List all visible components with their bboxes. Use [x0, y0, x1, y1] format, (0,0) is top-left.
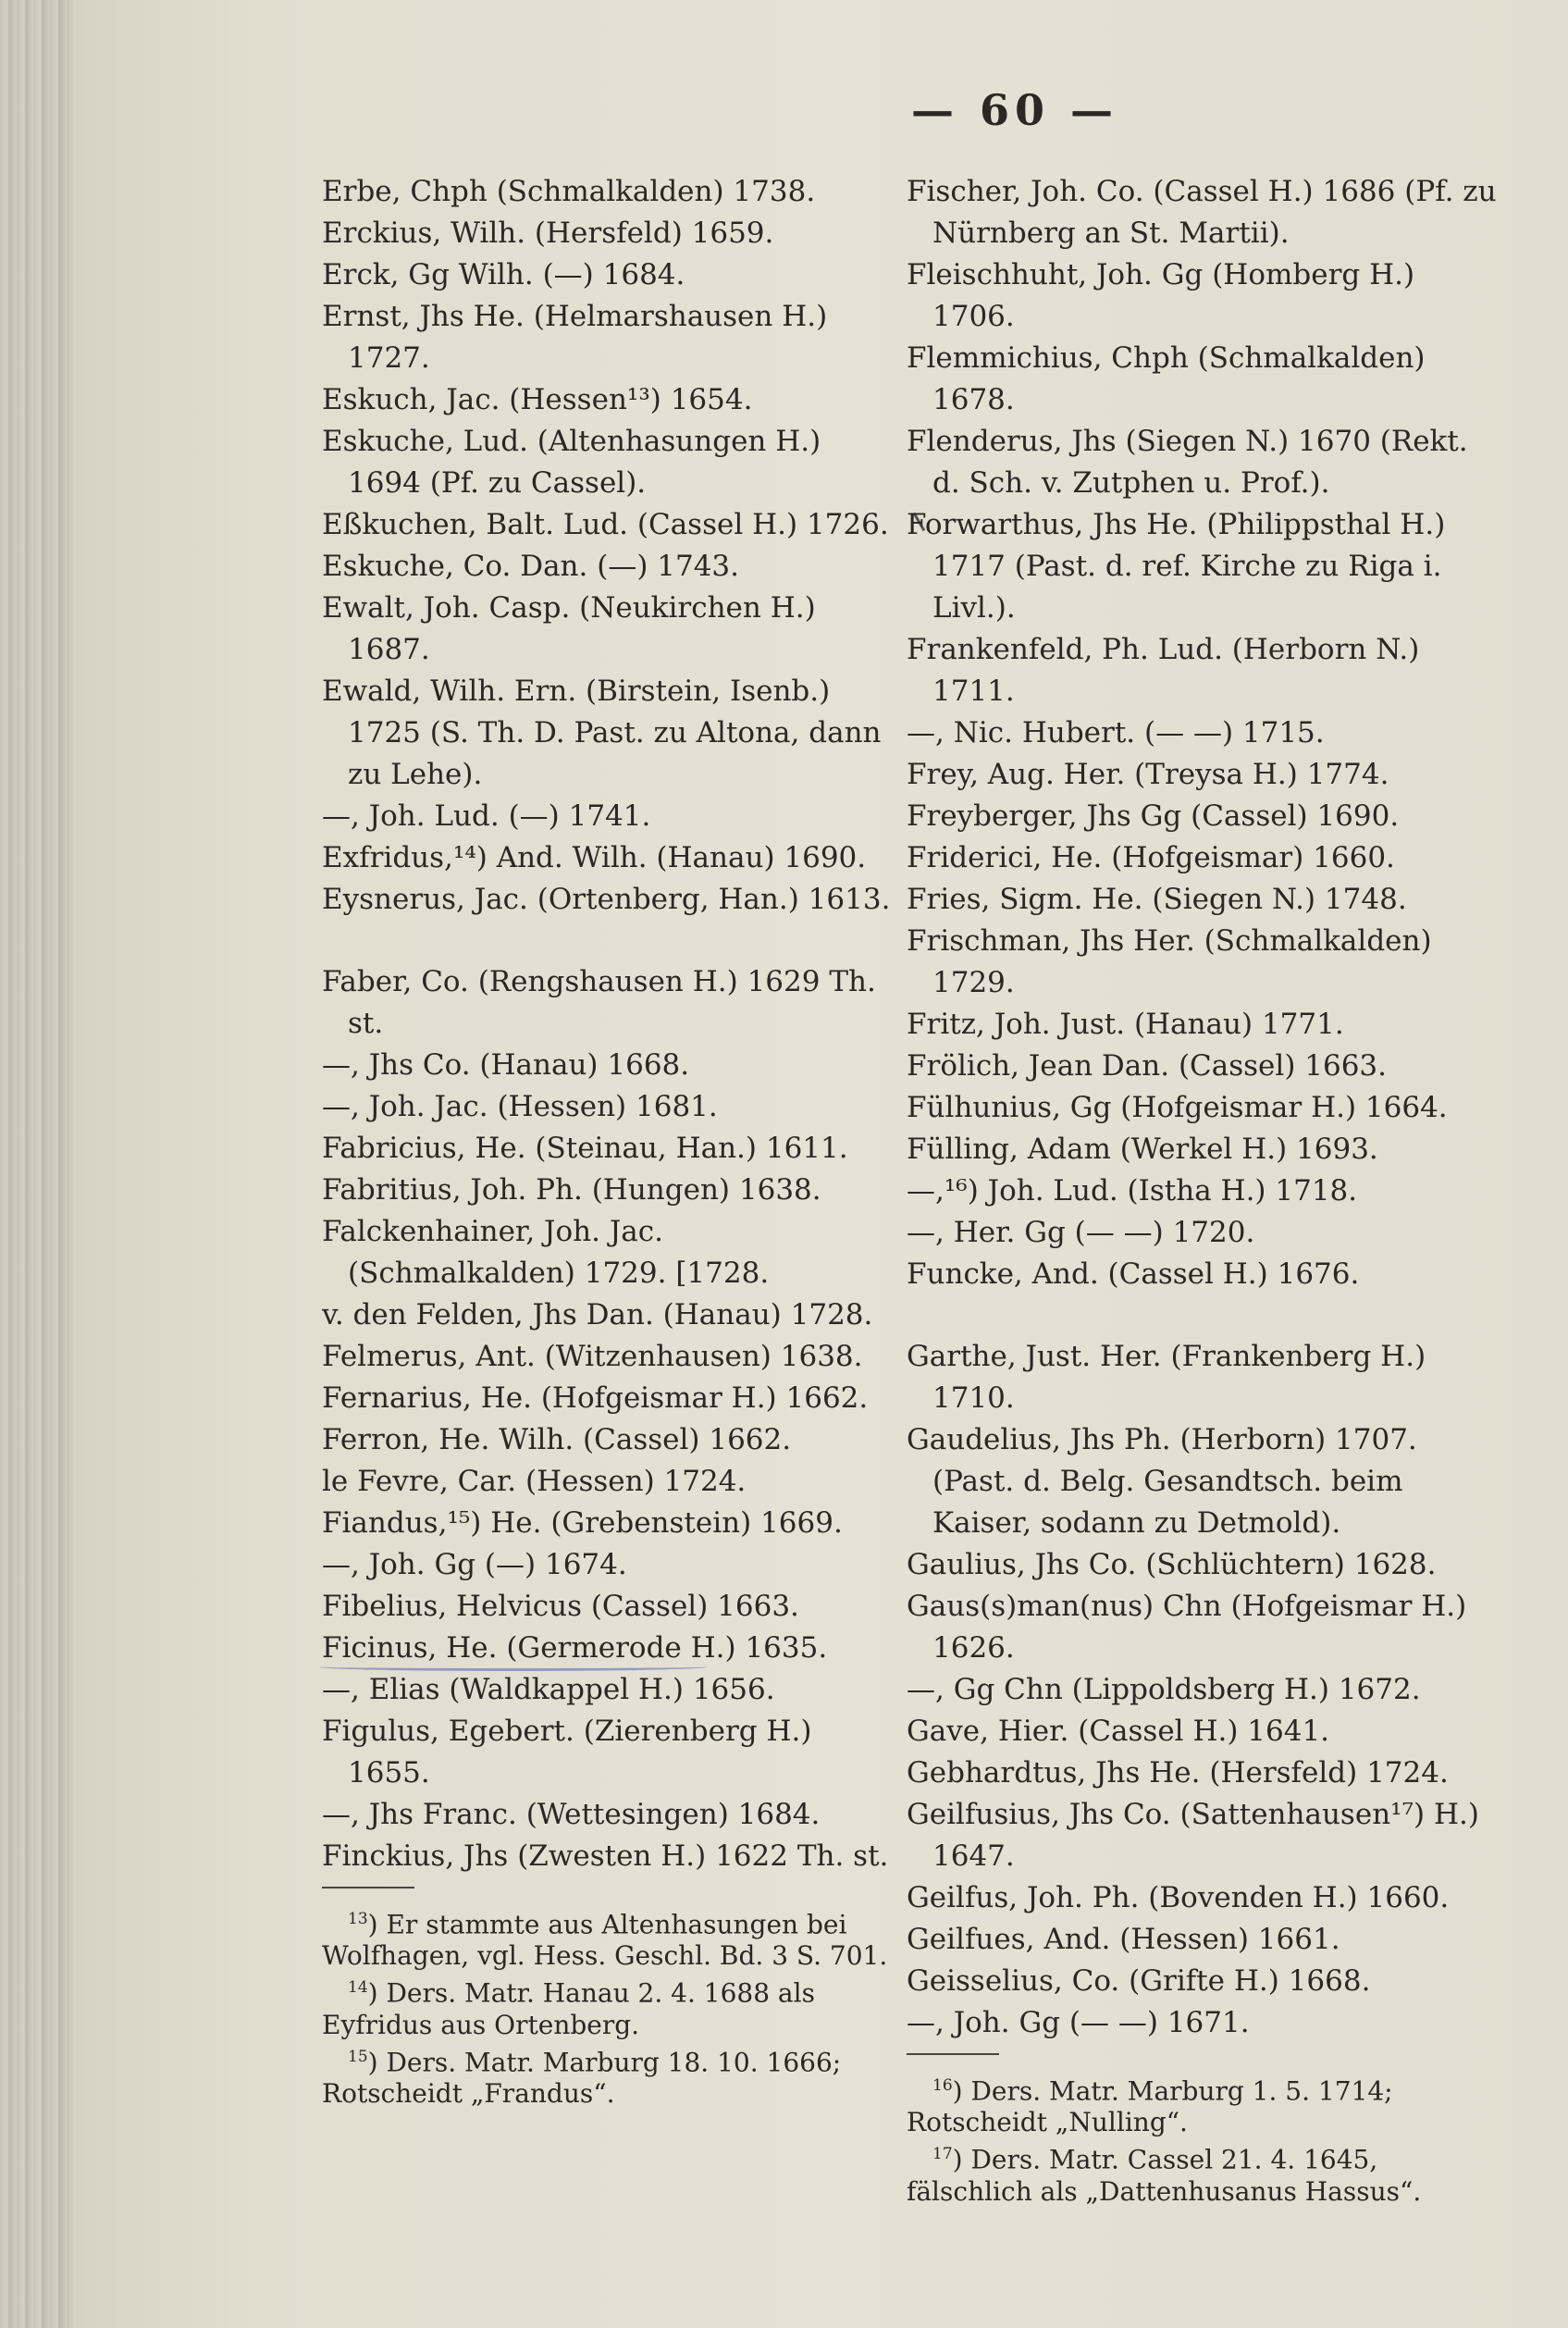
footnote-number: 13: [348, 1910, 368, 1928]
register-entry: Geilfusius, Jhs Co. (Sattenhausen¹⁷) H.) 1647.: [907, 1798, 1479, 1873]
register-entry: —, Gg Chn (Lippoldsberg H.) 1672.: [907, 1673, 1421, 1706]
register-entry: Gave, Hier. (Cassel H.) 1641.: [907, 1715, 1330, 1748]
footnote-text: Er stammte aus Altenhasungen bei Wolfhagen, vgl. Hess. Geschl. Bd. 3 S. 701.: [322, 1909, 888, 1972]
register-entry: Gebhardtus, Jhs He. (Hersfeld) 1724.: [907, 1756, 1449, 1789]
register-entry: Falckenhainer, Joh. Jac. (Schmalkalden) 1729. [1728.: [322, 1215, 770, 1290]
footnote-number: 14: [348, 1978, 368, 1998]
register-entry: Gaudelius, Jhs Ph. (Herborn) 1707. (Past. d. Belg. Gesandtsch. beim Kaiser, sodann zu Detmold).: [907, 1423, 1417, 1540]
register-entry: Ficinus, He. (Germerode H.) 1635.: [322, 1631, 828, 1665]
register-entry: Funcke, And. (Cassel H.) 1676.: [907, 1257, 1360, 1291]
register-entry: Ewalt, Joh. Casp. (Neukirchen H.) 1687.: [322, 591, 816, 666]
footnote-divider: [322, 1887, 414, 1888]
register-entry: —, Jhs Franc. (Wettesingen) 1684.: [322, 1798, 821, 1831]
register-entry: Eskuch, Jac. (Hessen¹³) 1654.: [322, 383, 753, 416]
footnote-text: Ders. Matr. Marburg 18. 10. 1666; Rotscheidt „Frandus“.: [322, 2046, 842, 2109]
register-entry: —, Her. Gg (— —) 1720.: [907, 1216, 1255, 1249]
register-entry: le Fevre, Car. (Hessen) 1724.: [322, 1465, 747, 1498]
register-entry: Geisselius, Co. (Grifte H.) 1668.: [907, 1964, 1371, 1998]
register-entry: Eysnerus, Jac. (Ortenberg, Han.) 1613.: [322, 883, 891, 916]
register-entry: Friderici, He. (Hofgeismar) 1660.: [907, 841, 1395, 874]
register-entry: Geilfus, Joh. Ph. (Bovenden H.) 1660.: [907, 1881, 1450, 1914]
register-entry: —, Joh. Gg (—) 1674.: [322, 1548, 627, 1581]
register-entry: Eskuche, Lud. (Altenhasungen H.) 1694 (Pf. zu Cassel).: [322, 425, 821, 500]
register-entry: Frölich, Jean Dan. (Cassel) 1663.: [907, 1049, 1388, 1083]
register-entry: Fischer, Joh. Co. (Cassel H.) 1686 (Pf. zu Nürnberg an St. Martii).: [907, 175, 1497, 250]
footnote: $^{13}$) Er stammte aus Altenhasungen bei Wolfhagen, vgl. Hess. Geschl. Bd. 3 S. 701.: [322, 1909, 888, 1972]
register-entry: Finckius, Jhs (Zwesten H.) 1622 Th. st.: [322, 1839, 889, 1873]
register-entry: Eßkuchen, Balt. Lud. (Cassel H.) 1726.: [322, 508, 889, 541]
register-entry: —,¹⁶) Joh. Lud. (Istha H.) 1718.: [907, 1174, 1358, 1207]
footnote-number: 17: [932, 2145, 953, 2164]
register-entry: Flenderus, Jhs (Siegen N.) 1670 (Rekt. d. Sch. v. Zutphen u. Prof.).: [907, 425, 1468, 500]
register-entry: Frey, Aug. Her. (Treysa H.) 1774.: [907, 758, 1389, 791]
footnote-divider: [907, 2053, 999, 2055]
register-entry: Fülling, Adam (Werkel H.) 1693.: [907, 1133, 1378, 1166]
register-entry: v. den Felden, Jhs Dan. (Hanau) 1728.: [322, 1298, 873, 1331]
footnote: $^{16}$) Ders. Matr. Marburg 1. 5. 1714; Rotscheidt „Nulling“.: [907, 2075, 1393, 2138]
register-entry: Fernarius, He. (Hofgeismar H.) 1662.: [322, 1381, 869, 1415]
register-entry: Gaulius, Jhs Co. (Schlüchtern) 1628.: [907, 1548, 1437, 1581]
register-entry: Fabricius, He. (Steinau, Han.) 1611.: [322, 1132, 848, 1165]
footnote: $^{17}$) Ders. Matr. Cassel 21. 4. 1645, fälschlich als „Dattenhusanus Hassus“.: [907, 2144, 1422, 2207]
footnote-text: Ders. Matr. Hanau 2. 4. 1688 als Eyfridus aus Ortenberg.: [322, 1977, 815, 2040]
footnote: $^{14}$) Ders. Matr. Hanau 2. 4. 1688 als Eyfridus aus Ortenberg.: [322, 1977, 815, 2040]
register-entry: Figulus, Egebert. (Zierenberg H.) 1655.: [322, 1715, 812, 1789]
register-entry: Frankenfeld, Ph. Lud. (Herborn N.) 1711.: [907, 633, 1420, 708]
footnote-number: 16: [932, 2076, 953, 2095]
register-entry: Ferron, He. Wilh. (Cassel) 1662.: [322, 1423, 792, 1456]
register-entry: —, Nic. Hubert. (— —) 1715.: [907, 716, 1325, 749]
register-entry: Fabritius, Joh. Ph. (Hungen) 1638.: [322, 1173, 821, 1207]
register-entry: —, Jhs Co. (Hanau) 1668.: [322, 1048, 690, 1082]
footnote-text: Ders. Matr. Cassel 21. 4. 1645, fälschlich als „Dattenhusanus Hassus“.: [907, 2144, 1422, 2207]
footnote-number: 15: [348, 2047, 368, 2066]
register-entry: —, Joh. Lud. (—) 1741.: [322, 799, 651, 833]
register-entry: Garthe, Just. Her. (Frankenberg H.) 1710.: [907, 1340, 1426, 1415]
register-entry: Flemmichius, Chph (Schmalkalden) 1678.: [907, 341, 1426, 416]
register-entry: Freyberger, Jhs Gg (Cassel) 1690.: [907, 799, 1400, 833]
register-entry: Forwarthus, Jhs He. (Philippsthal H.) 1717 (Past. d. ref. Kirche zu Riga i. Livl.).: [907, 508, 1446, 625]
register-entry: Exfridus,¹⁴) And. Wilh. (Hanau) 1690.: [322, 841, 867, 874]
register-entry: Frischman, Jhs Her. (Schmalkalden) 1729.: [907, 924, 1432, 999]
register-entry: Fibelius, Helvicus (Cassel) 1663.: [322, 1590, 799, 1623]
register-entry: Fiandus,¹⁵) He. (Grebenstein) 1669.: [322, 1506, 843, 1540]
register-entry: Ewald, Wilh. Ern. (Birstein, Isenb.) 1725 (S. Th. D. Past. zu Altona, dann zu Lehe).: [322, 675, 882, 791]
footnote: $^{15}$) Ders. Matr. Marburg 18. 10. 1666; Rotscheidt „Frandus“.: [322, 2046, 842, 2109]
footnote-text: Ders. Matr. Marburg 1. 5. 1714; Rotscheidt „Nulling“.: [907, 2075, 1393, 2138]
book-page-edges: [0, 0, 75, 2328]
register-entry: Felmerus, Ant. (Witzenhausen) 1638.: [322, 1340, 863, 1373]
register-entry: Gaus(s)man(nus) Chn (Hofgeismar H.) 1626.: [907, 1590, 1467, 1665]
register-entry: Ernst, Jhs He. (Helmarshausen H.) 1727.: [322, 300, 828, 375]
page-number: — 60 —: [911, 85, 1119, 135]
register-entry: Fritz, Joh. Just. (Hanau) 1771.: [907, 1008, 1344, 1041]
register-entry: Erck, Gg Wilh. (—) 1684.: [322, 258, 685, 291]
register-entry: —, Elias (Waldkappel H.) 1656.: [322, 1673, 775, 1706]
register-entry: Eskuche, Co. Dan. (—) 1743.: [322, 550, 740, 583]
register-entry: Faber, Co. (Rengshausen H.) 1629 Th. st.: [322, 965, 876, 1040]
register-entry: Fleischhuht, Joh. Gg (Homberg H.) 1706.: [907, 258, 1415, 333]
right-column: [907, 171, 1499, 2208]
register-entry: Erbe, Chph (Schmalkalden) 1738.: [322, 175, 816, 208]
left-column: [322, 171, 895, 2110]
register-entry: —, Joh. Gg (— —) 1671.: [907, 2006, 1250, 2039]
register-entry: Erckius, Wilh. (Hersfeld) 1659.: [322, 217, 774, 250]
register-entry: Fries, Sigm. He. (Siegen N.) 1748.: [907, 883, 1407, 916]
register-entry: Fülhunius, Gg (Hofgeismar H.) 1664.: [907, 1091, 1448, 1124]
register-entry: —, Joh. Jac. (Hessen) 1681.: [322, 1090, 718, 1123]
register-entry: Geilfues, And. (Hessen) 1661.: [907, 1923, 1340, 1956]
